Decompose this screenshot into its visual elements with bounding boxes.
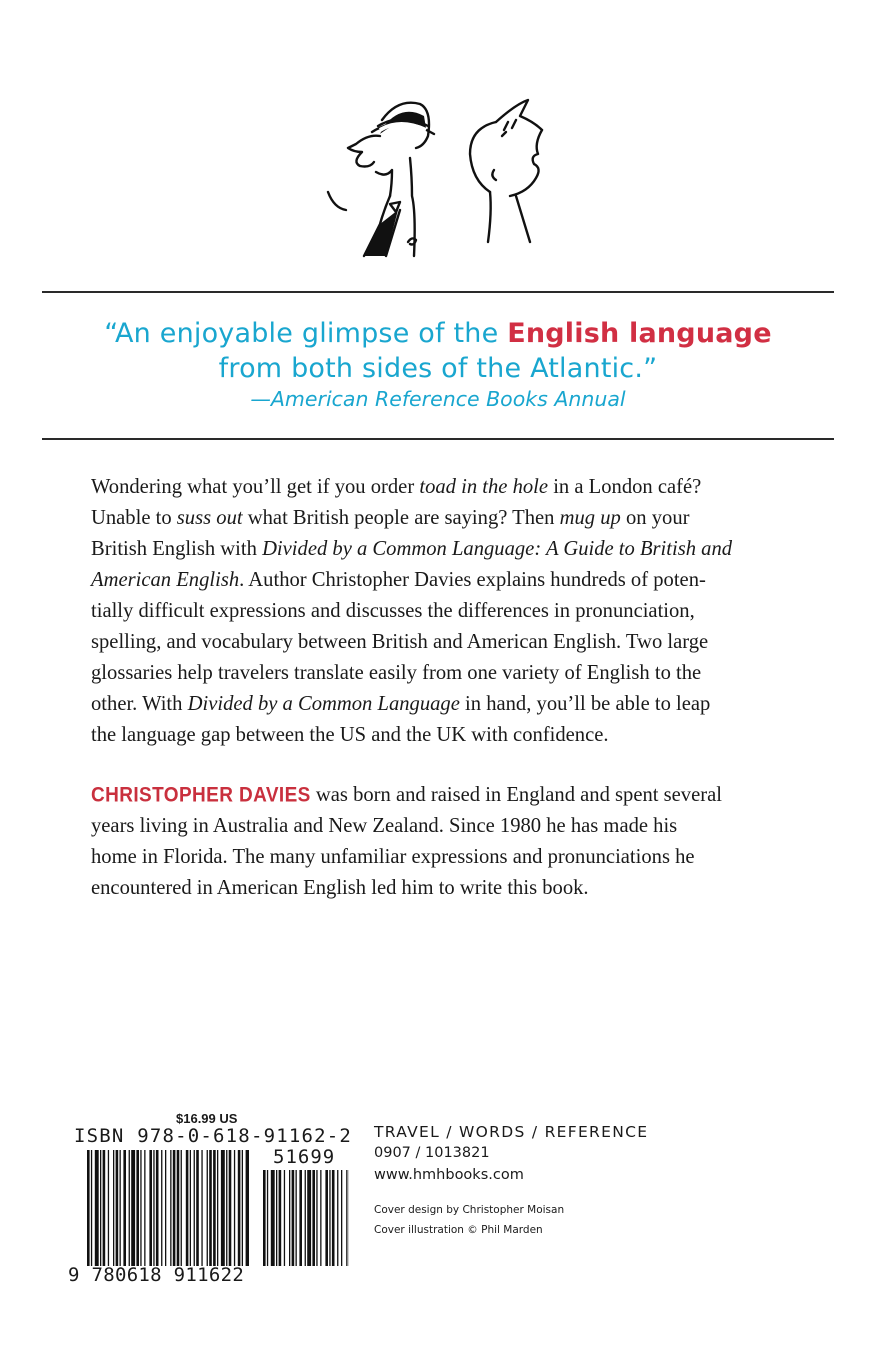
quote-attribution: —American Reference Books Annual [250, 387, 626, 411]
barcode-bar [177, 1150, 180, 1266]
barcode-bar [140, 1150, 141, 1266]
barcode-bar [320, 1170, 321, 1266]
barcode-bar [325, 1170, 328, 1266]
barcode-bar [207, 1150, 208, 1266]
barcode-bar [131, 1150, 135, 1266]
quote-highlight: English language [507, 318, 772, 349]
barcode-bar [341, 1170, 342, 1266]
barcode-bar [307, 1170, 311, 1266]
barcode-bar [296, 1170, 297, 1266]
barcode-bar [229, 1150, 232, 1266]
barcode-bar [242, 1150, 243, 1266]
barcode-bar [156, 1150, 159, 1266]
barcode-bar [238, 1150, 241, 1266]
barcode-bar [209, 1150, 212, 1266]
barcode-bar [316, 1170, 317, 1266]
barcode-bar [234, 1150, 235, 1266]
barcode-bar [201, 1150, 202, 1266]
barcode-bar [113, 1150, 114, 1266]
barcode-bar [181, 1150, 182, 1266]
isbn-label: ISBN 978-0-618-91162-2 [74, 1125, 353, 1147]
barcode-digits: 9 780618 911622 [68, 1264, 245, 1286]
barcode-bar [221, 1150, 225, 1266]
barcode-bar [136, 1150, 139, 1266]
review-quote [42, 316, 834, 413]
top-divider [42, 291, 834, 293]
barcode-bar [346, 1170, 347, 1266]
cover-design-credit: Cover design by Christopher Moisan [374, 1204, 565, 1216]
barcode-bar [190, 1150, 191, 1266]
barcode-bar [87, 1150, 90, 1266]
barcode-bar [186, 1150, 189, 1266]
barcode-bar [91, 1150, 92, 1266]
barcode-bar [305, 1170, 306, 1266]
quote-line-2: from both sides of the Atlantic.” [218, 353, 658, 384]
barcode-bar [217, 1150, 218, 1266]
author-name: CHRISTOPHER DAVIES [91, 783, 311, 808]
barcode-bar [299, 1170, 302, 1266]
publisher-website: www.hmhbooks.com [374, 1167, 524, 1183]
barcode-bar [144, 1150, 145, 1266]
product-code: 0907 / 1013821 [374, 1145, 490, 1161]
barcode-bar [149, 1150, 152, 1266]
bottom-divider [42, 438, 834, 440]
barcode-bar [196, 1150, 199, 1266]
barcode-bar [289, 1170, 290, 1266]
barcode-bar [103, 1150, 106, 1266]
barcode-bar [116, 1150, 119, 1266]
barcode-bar [123, 1150, 126, 1266]
barcode-bar [153, 1150, 154, 1266]
book-description: Wondering what you’ll get if you order toad in the hole in a London café? Unable to suss out what British people are saying? Then mug up on your British English with Divided by a Common Language: A Guide to British and American English. Author Christopher Davies explains hundreds of poten- tially difficult expressions and discusses the differences in pronunciation, spelling, and vocabulary between British and American English. Two large glossaries help travelers translate easily from one variety of English to the other. With Divided by a Common Language in hand, you’ll be able to leap the language gap between the US and the UK with confidence. [91, 476, 733, 746]
barcode-bar [100, 1150, 101, 1266]
barcode-bar [129, 1150, 130, 1266]
barcode-bar [246, 1150, 249, 1266]
barcode-bar [226, 1150, 227, 1266]
barcode-bar [108, 1150, 109, 1266]
category-label: TRAVEL / WORDS / REFERENCE [374, 1123, 649, 1141]
barcode-bar [279, 1170, 282, 1266]
barcode-bar [263, 1170, 266, 1266]
barcode-bar [276, 1170, 277, 1266]
barcode-supplement-digits: 51699 [273, 1146, 336, 1168]
barcode-bar [213, 1150, 216, 1266]
two-men-talking-illustration [320, 92, 560, 267]
barcode-bar [329, 1170, 330, 1266]
barcode-bar [332, 1170, 335, 1266]
author-bio: CHRISTOPHER DAVIES was born and raised in England and spent several years living in Australia and New Zealand. Since 1980 he has made his home in Florida. The many unfamiliar expressions and pronunciations he encountered in American English led him to write this book. [91, 780, 791, 904]
price-label: $16.99 US [176, 1111, 238, 1126]
barcode-bar [267, 1170, 268, 1266]
barcode-bar [284, 1170, 285, 1266]
barcode-bar [170, 1150, 171, 1266]
barcode-bar [194, 1150, 195, 1266]
cover-illustration-credit: Cover illustration © Phil Marden [374, 1224, 543, 1236]
barcode-bar [173, 1150, 176, 1266]
barcode-bar [337, 1170, 338, 1266]
barcode-bar [95, 1150, 99, 1266]
barcode-bar [165, 1150, 166, 1266]
barcode-bar [120, 1150, 121, 1266]
barcode-bar [292, 1170, 295, 1266]
barcode-bar [271, 1170, 275, 1266]
barcode-bar [161, 1150, 162, 1266]
barcode-bar [312, 1170, 315, 1266]
quote-line-1: “An enjoyable glimpse of the English language [104, 318, 772, 349]
